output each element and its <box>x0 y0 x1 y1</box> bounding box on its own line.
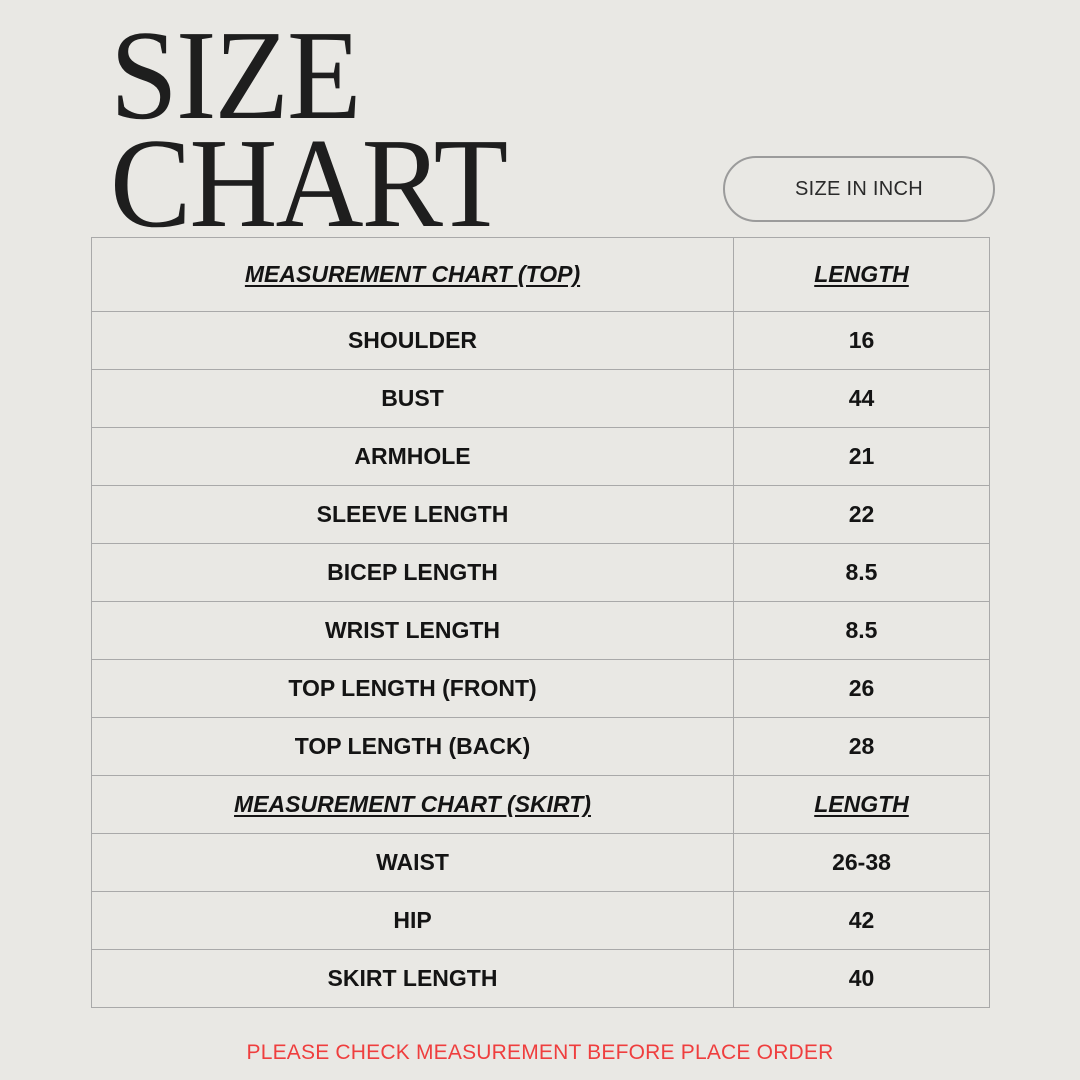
measurement-label: WAIST <box>92 834 734 892</box>
top-header-value: LENGTH <box>734 238 990 312</box>
measurement-value: 40 <box>734 950 990 1008</box>
skirt-header-label: MEASUREMENT CHART (SKIRT) <box>92 776 734 834</box>
measurement-label: TOP LENGTH (BACK) <box>92 718 734 776</box>
measurement-label: WRIST LENGTH <box>92 602 734 660</box>
measurement-value: 26-38 <box>734 834 990 892</box>
measurement-value: 8.5 <box>734 602 990 660</box>
measurement-value: 26 <box>734 660 990 718</box>
table-row <box>92 660 990 718</box>
table-row <box>92 312 990 370</box>
table-row <box>92 892 990 950</box>
page-title-line-2: CHART <box>110 112 507 255</box>
table-row <box>92 486 990 544</box>
measurement-value: 21 <box>734 428 990 486</box>
skirt-header-value: LENGTH <box>734 776 990 834</box>
table-row <box>92 370 990 428</box>
page-title-line-1: SIZE <box>110 4 360 147</box>
measurement-value: 28 <box>734 718 990 776</box>
table-row <box>92 428 990 486</box>
measurement-label: SKIRT LENGTH <box>92 950 734 1008</box>
measurement-value: 16 <box>734 312 990 370</box>
size-table <box>91 237 990 1008</box>
measurement-label: ARMHOLE <box>92 428 734 486</box>
measurement-value: 44 <box>734 370 990 428</box>
measurement-label: BUST <box>92 370 734 428</box>
unit-badge-label: SIZE IN INCH <box>794 177 924 200</box>
measurement-label: SLEEVE LENGTH <box>92 486 734 544</box>
measurement-label: BICEP LENGTH <box>92 544 734 602</box>
measurement-label: HIP <box>92 892 734 950</box>
table-row <box>92 602 990 660</box>
top-header-label: MEASUREMENT CHART (TOP) <box>92 238 734 312</box>
measurement-label: SHOULDER <box>92 312 734 370</box>
measurement-label: TOP LENGTH (FRONT) <box>92 660 734 718</box>
unit-badge <box>723 156 995 222</box>
table-row <box>92 950 990 1008</box>
table-row <box>92 834 990 892</box>
table-row <box>92 718 990 776</box>
skirt-header-row <box>92 776 990 834</box>
measurement-value: 22 <box>734 486 990 544</box>
measurement-value: 8.5 <box>734 544 990 602</box>
top-header-row <box>92 238 990 312</box>
footer-note: PLEASE CHECK MEASUREMENT BEFORE PLACE ORDER <box>246 1041 834 1064</box>
table-row <box>92 544 990 602</box>
measurement-value: 42 <box>734 892 990 950</box>
